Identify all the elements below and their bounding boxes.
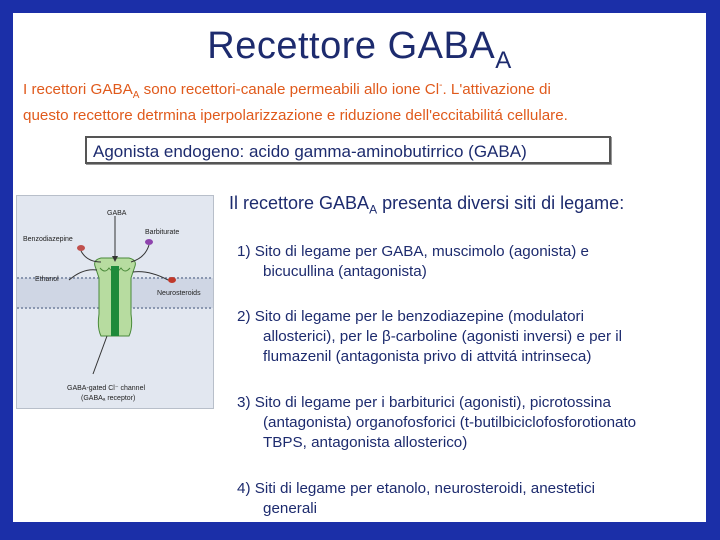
site-item-4-line: generali	[263, 500, 318, 517]
sites-title-part2: presenta diversi siti di legame:	[377, 193, 625, 213]
intro-part1: I recettori GABA	[23, 81, 133, 99]
agonist-box: Agonista endogeno: acido gamma-aminobutirrico (GABA)	[85, 136, 611, 164]
channel-pointer	[93, 336, 107, 374]
site-item-3-line: TBPS, antagonista allosterico)	[263, 434, 468, 451]
label-gaba: GABA	[107, 210, 127, 217]
sites-title-part1: Il recettore GABA	[229, 193, 370, 213]
intro-part2: sono recettori-canale permeabili allo ione Cl	[139, 81, 440, 99]
label-benzodiazepine: Benzodiazepine	[23, 236, 73, 243]
intro-text	[23, 76, 699, 126]
intro-line2: questo recettore detrmina iperpolarizzazione e riduzione dell'eccitabilitá cellulare.	[23, 107, 568, 125]
site-item-2	[237, 307, 622, 367]
site-item-3-line: (antagonista) organofosforici (t-butilbiciclofosforotionato	[263, 414, 637, 431]
site-item-1-line: bicucullina (antagonista)	[263, 263, 427, 280]
receptor-diagram	[16, 195, 214, 409]
title-subscript: A	[495, 47, 512, 74]
label-barbiturate: Barbiturate	[145, 229, 180, 236]
site-item-3-head: 3) Sito di legame per i barbiturici (agonisti), picrotossina	[237, 394, 611, 411]
neurosteroid-molecule	[168, 277, 176, 283]
title-main: Recettore GABA	[207, 25, 496, 67]
site-item-3	[237, 393, 636, 453]
intro-sup: -	[439, 80, 443, 91]
site-item-2-head: 2) Sito di legame per le benzodiazepine (modulatori	[237, 308, 584, 325]
label-channel-line2: (GABAₐ receptor)	[81, 395, 136, 402]
sites-title	[229, 193, 624, 217]
label-channel-line1: GABA-gated Cl⁻ channel	[67, 385, 146, 392]
slide	[13, 13, 706, 522]
sites-title-sub: A	[369, 202, 378, 217]
site-item-4	[237, 479, 595, 519]
intro-sub: A	[132, 90, 140, 102]
ion-channel	[111, 266, 119, 336]
barbiturate-molecule	[145, 239, 153, 245]
intro-part3: . L'attivazione di	[442, 81, 551, 99]
site-item-4-head: 4) Siti di legame per etanolo, neurosteroidi, anestetici	[237, 480, 595, 497]
site-item-1	[237, 242, 589, 282]
site-item-2-line: flumazenil (antagonista privo di attvitá intrinseca)	[263, 348, 592, 365]
benzodiazepine-molecule	[77, 245, 85, 251]
label-ethanol: Ethanol	[35, 276, 59, 283]
site-item-1-head: 1) Sito di legame per GABA, muscimolo (agonista) e	[237, 243, 589, 260]
label-neurosteroids: Neurosteroids	[157, 290, 201, 297]
site-item-2-line: allosterici), per le β-carboline (agonisti inversi) e per il	[263, 328, 623, 345]
slide-title	[13, 25, 706, 74]
receptor-illustration	[17, 196, 213, 408]
barbiturate-arrow	[131, 245, 149, 262]
